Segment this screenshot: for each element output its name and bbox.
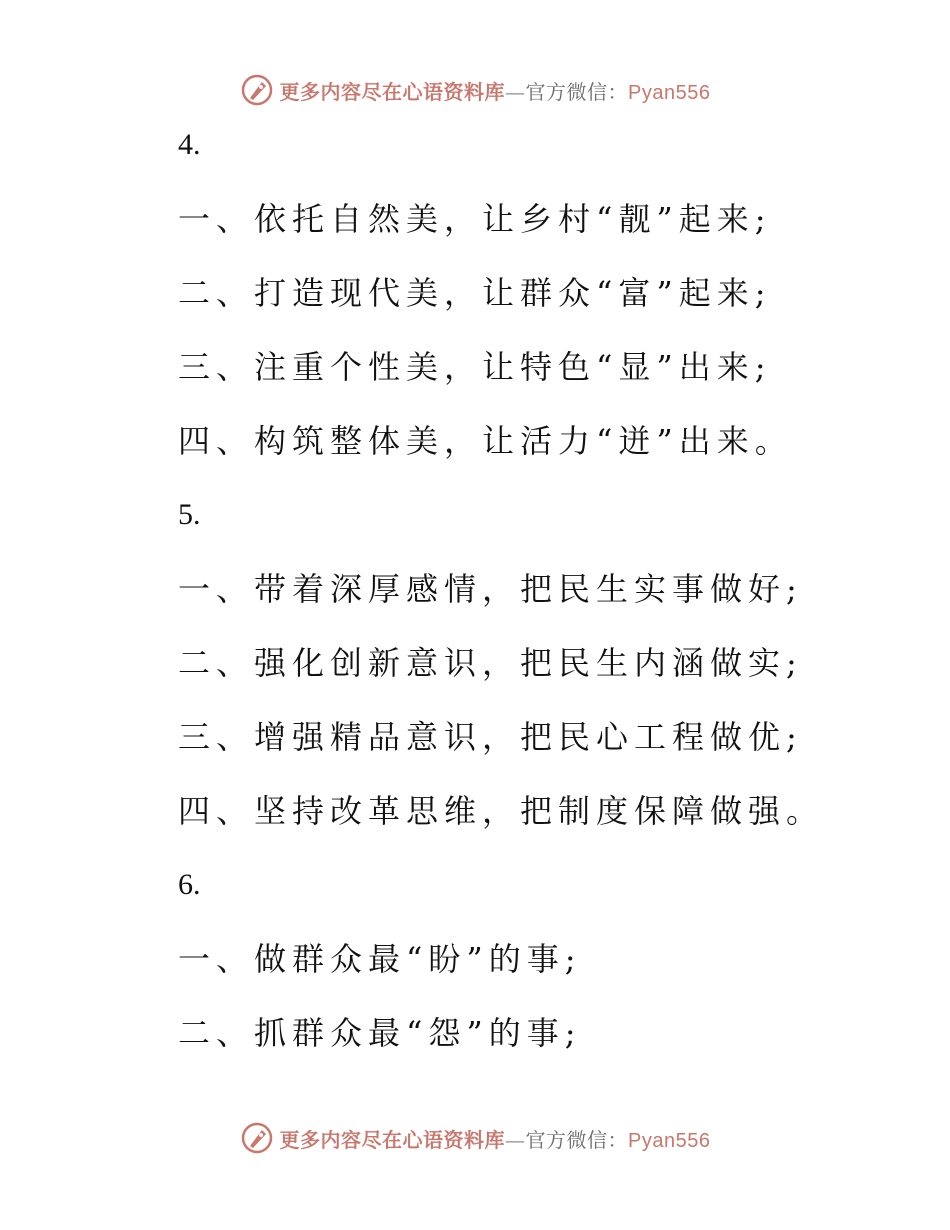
banner-main-text: 更多内容尽在心语资料库 <box>279 1127 506 1152</box>
list-item: 二、抓群众最“怨”的事; <box>178 1014 582 1052</box>
banner-text <box>280 76 711 105</box>
list-item: 一、做群众最“盼”的事; <box>178 940 582 978</box>
section-number: 6. <box>178 868 201 901</box>
list-item: 三、增强精品意识，把民心工程做优; <box>178 718 803 756</box>
pen-nib-circle-icon <box>240 1121 274 1155</box>
list-item: 二、强化创新意识，把民生内涵做实; <box>178 644 803 682</box>
pen-nib-circle-icon <box>240 73 274 107</box>
list-item: 一、带着深厚感情，把民生实事做好; <box>178 570 803 608</box>
list-item: 三、注重个性美，让特色“显”出来; <box>178 348 772 386</box>
banner-separator: — <box>505 79 526 104</box>
list-item: 四、构筑整体美，让活力“迸”出来。 <box>178 422 793 460</box>
header-banner <box>0 70 950 110</box>
banner-main-text: 更多内容尽在心语资料库 <box>279 79 506 104</box>
document-body <box>178 108 878 1070</box>
banner-label: 官方微信： <box>525 1127 629 1152</box>
banner-separator: — <box>505 1127 526 1152</box>
list-item: 四、坚持改革思维，把制度保障做强。 <box>178 792 825 830</box>
footer-banner <box>0 1118 950 1158</box>
list-item: 一、依托自然美，让乡村“靓”起来; <box>178 200 772 238</box>
banner-text <box>280 1124 711 1153</box>
section-number: 4. <box>178 128 201 161</box>
banner-account: Pyan556 <box>628 1129 711 1152</box>
banner-label: 官方微信： <box>525 79 629 104</box>
list-item: 二、打造现代美，让群众“富”起来; <box>178 274 772 312</box>
section-number: 5. <box>178 498 201 531</box>
banner-account: Pyan556 <box>628 81 711 104</box>
